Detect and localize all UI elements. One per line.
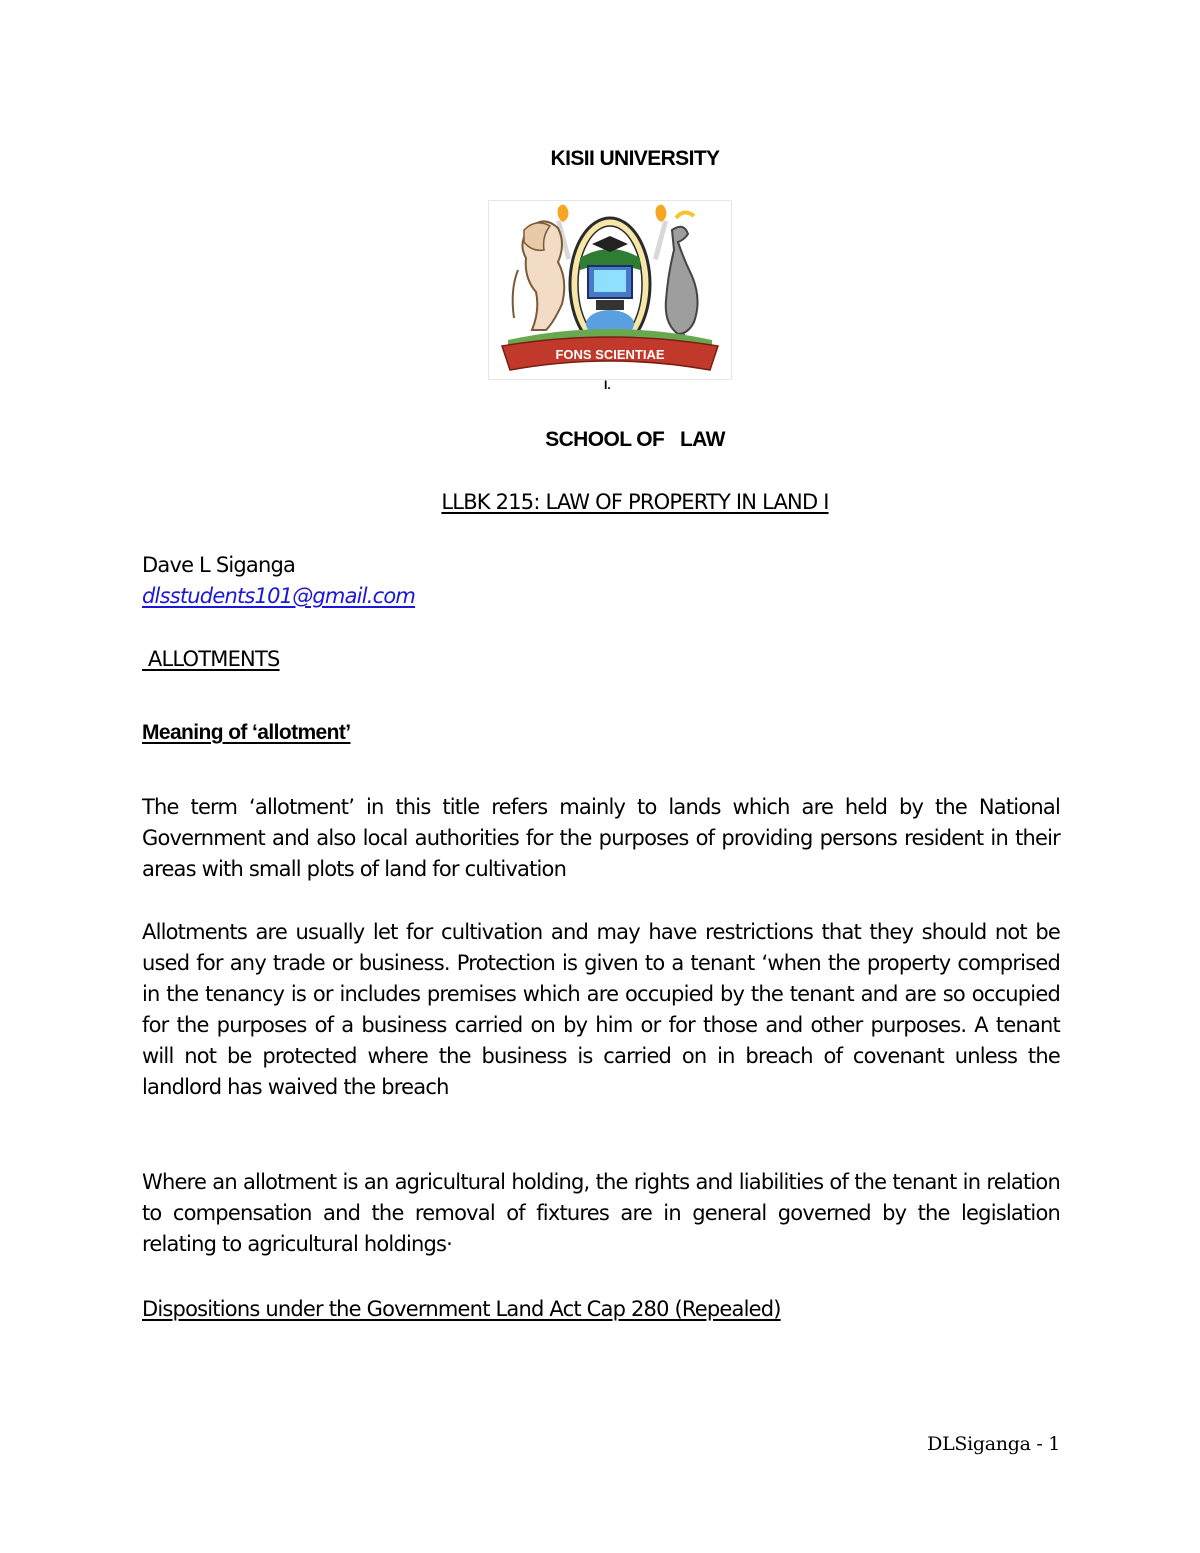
author-email-link[interactable]: dlsstudents101@gmail.com: [142, 584, 416, 608]
university-crest-icon: [488, 200, 732, 380]
crest-motto: FONS SCIENTIAE: [555, 347, 665, 362]
course-title: LLBK 215: LAW OF PROPERTY IN LAND I: [441, 490, 829, 514]
section-heading: Meaning of ‘allotment’: [142, 721, 351, 744]
author-name: Dave L Siganga: [142, 553, 296, 577]
subheading: Dispositions under the Government Land Act Cap 280 (Repealed): [142, 1297, 781, 1321]
crest-mark: I.: [604, 378, 611, 392]
university-title: KISII UNIVERSITY: [550, 147, 720, 170]
paragraph-2: Allotments are usually let for cultivation and may have restrictions that they should not be used for any trade or business. Protection is given to a tenant ‘when the property comprised in the tenancy is or includes premises which are occupied by the tenant and are so occupied for the purposes of a business carried on by him or for those and other purposes. A tenant will not be protected where the business is carried on in breach of covenant unless the landlord has waived the breach: [142, 920, 1060, 1099]
paragraph-3: Where an allotment is an agricultural holding, the rights and liabilities of the tenant in relation to compensation and the removal of fixtures are in general governed by the legislation relating to agricultural holdings·: [142, 1170, 1060, 1256]
topic-heading: ALLOTMENTS: [142, 647, 280, 671]
school-title: SCHOOL OF LAW: [545, 428, 725, 451]
page-footer: DLSiganga - 1: [927, 1433, 1060, 1455]
paragraph-1: The term ‘allotment’ in this title refers mainly to lands which are held by the National Government and also local authorities for the purposes of providing persons resident in their areas with small plots of land for cultivation: [142, 795, 1060, 881]
